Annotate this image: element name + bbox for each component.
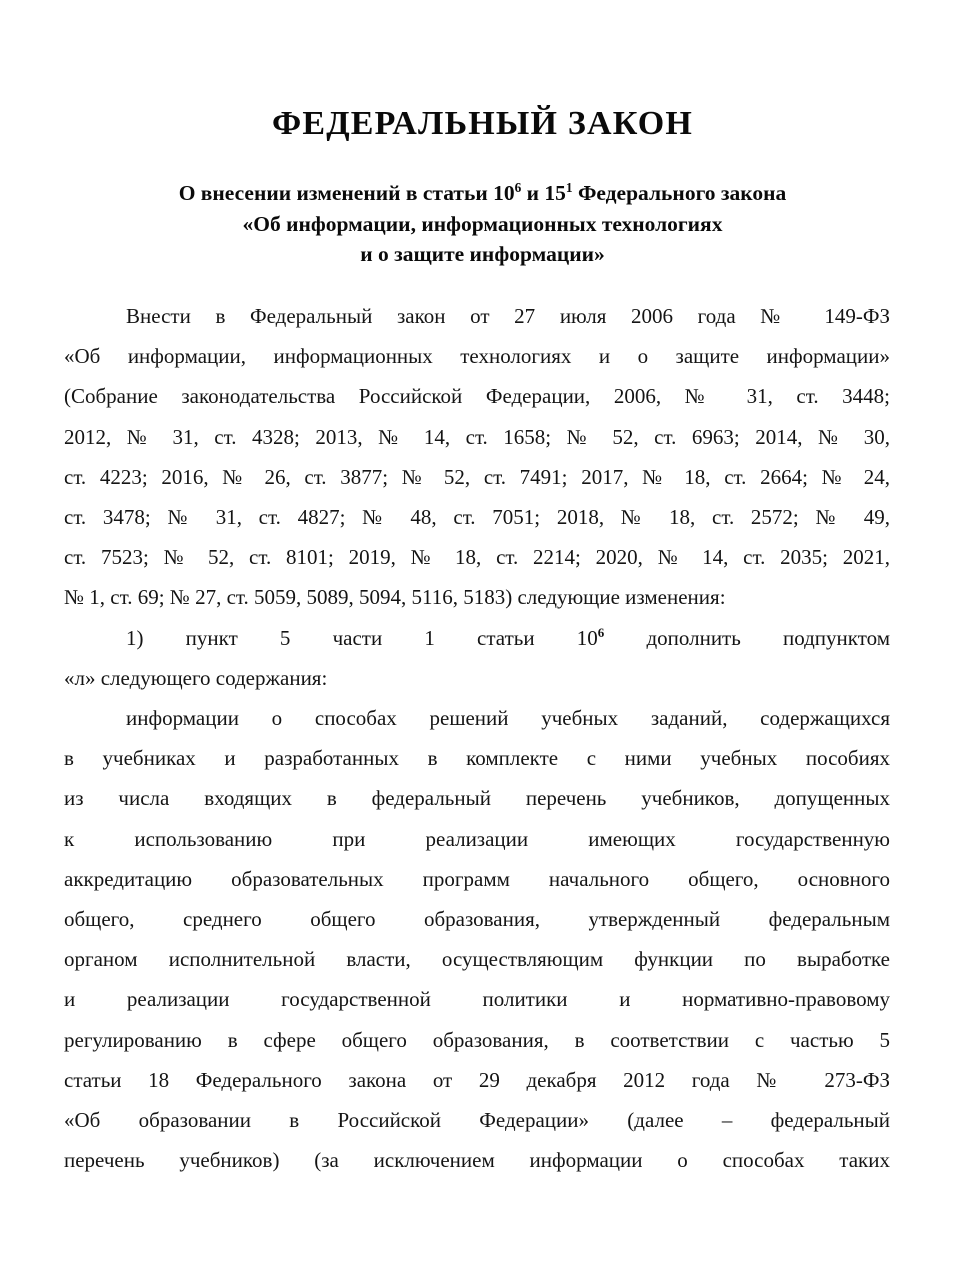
body-line: ст. 3478; № 31, ст. 4827; № 48, ст. 7051; 2018, № 18, ст. 2572; № 49, (64, 505, 890, 530)
body-line: регулированию в сфере общего образования, в соответствии с частью 5 (64, 1027, 890, 1052)
body-line: № 1, ст. 69; № 27, ст. 5059, 5089, 5094, 5116, 5183) следующие изменения: (64, 585, 726, 610)
subtitle-line-3: и о защите информации» (360, 242, 605, 267)
superscript-article-10: 6 (514, 179, 522, 195)
body-line: и реализации государственной политики и нормативно-правовому (64, 987, 890, 1012)
body-line: (Собрание законодательства Российской Федерации, 2006, № 31, ст. 3448; (64, 384, 890, 409)
paragraph-provision (64, 698, 890, 1180)
line-text: Внести в Федеральный закон от 27 июля 2006 года № 149-ФЗ (126, 304, 890, 328)
page-title: ФЕДЕРАЛЬНЫЙ ЗАКОН (271, 104, 694, 142)
body-line: «Об образовании в Российской Федерации» (далее – федеральный (64, 1108, 890, 1133)
paragraph-intro (64, 296, 890, 618)
body-line: перечень учебников) (за исключением информации о способах таких (64, 1148, 890, 1173)
body-line (64, 296, 890, 336)
body-line: к использованию при реализации имеющих государственную (64, 826, 890, 851)
body-line: статьи 18 Федерального закона от 29 декабря 2012 года № 273-ФЗ (64, 1067, 890, 1092)
line-text: информации о способах решений учебных заданий, содержащихся (126, 706, 890, 731)
body-line: общего, среднего общего образования, утвержденный федеральным (64, 907, 890, 932)
body-line: 2012, № 31, ст. 4328; 2013, № 14, ст. 1658; № 52, ст. 6963; 2014, № 30, (64, 424, 890, 449)
body-line (64, 618, 890, 658)
body-line: ст. 4223; 2016, № 26, ст. 3877; № 52, ст. 7491; 2017, № 18, ст. 2664; № 24, (64, 464, 890, 489)
body-line: «Об информации, информационных технологиях и о защите информации» (64, 344, 890, 369)
document-body (64, 296, 890, 1180)
paragraph-item-1 (64, 618, 890, 698)
body-line: ст. 7523; № 52, ст. 8101; 2019, № 18, ст. 2214; 2020, № 14, ст. 2035; 2021, (64, 545, 890, 570)
body-line: в учебниках и разработанных в комплекте с ними учебных пособиях (64, 746, 890, 771)
superscript-article-10: 6 (597, 624, 605, 640)
document-subtitle (120, 178, 845, 270)
subtitle-text-middle: и 15 (521, 181, 566, 205)
line-text-tail: дополнить подпунктом (604, 625, 890, 650)
line-text: пункт 5 части 1 статьи 10 (185, 625, 598, 650)
superscript-article-15: 1 (565, 179, 573, 195)
body-line: из числа входящих в федеральный перечень учебников, допущенных (64, 786, 890, 811)
body-line: аккредитацию образовательных программ начального общего, основного (64, 866, 890, 891)
body-line (64, 698, 890, 738)
subtitle-text-after: Федерального закона (572, 181, 787, 205)
subtitle-line-1 (120, 178, 845, 209)
subtitle-line-2: «Об информации, информационных технологиях (242, 211, 723, 236)
body-line: «л» следующего содержания: (64, 665, 328, 690)
body-line: органом исполнительной власти, осуществляющим функции по выработке (64, 947, 890, 972)
item-marker: 1) (126, 625, 144, 650)
subtitle-text-before: О внесении изменений в статьи 10 (178, 181, 515, 205)
